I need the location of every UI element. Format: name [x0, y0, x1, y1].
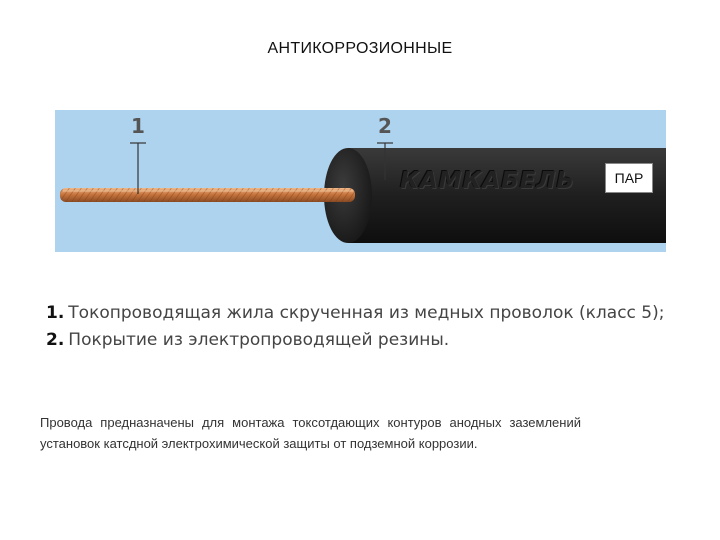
page-title: АНТИКОРРОЗИОННЫЕ: [267, 40, 453, 57]
cable-diagram: [55, 110, 666, 252]
legend-text: Покрытие из электропроводящей резины.: [68, 330, 450, 350]
callout-2: 2: [378, 114, 392, 138]
legend-item: [46, 327, 686, 354]
brand-marking: КАМКАБЕЛЬ: [400, 168, 575, 194]
description-paragraph: Провода предназначены для монтажа токсотдающих контуров анодных заземлений установок катсдной электрохимической защиты от подземной коррозии.: [40, 415, 581, 451]
legend-text: Токопроводящая жила скрученная из медных проволок (класс 5);: [68, 303, 665, 323]
legend-number: 1.: [46, 303, 65, 323]
label-tag: ПАР: [605, 163, 653, 193]
callout-1: 1: [131, 114, 145, 138]
legend: [46, 300, 686, 354]
legend-item: [46, 300, 686, 327]
legend-number: 2.: [46, 330, 65, 350]
